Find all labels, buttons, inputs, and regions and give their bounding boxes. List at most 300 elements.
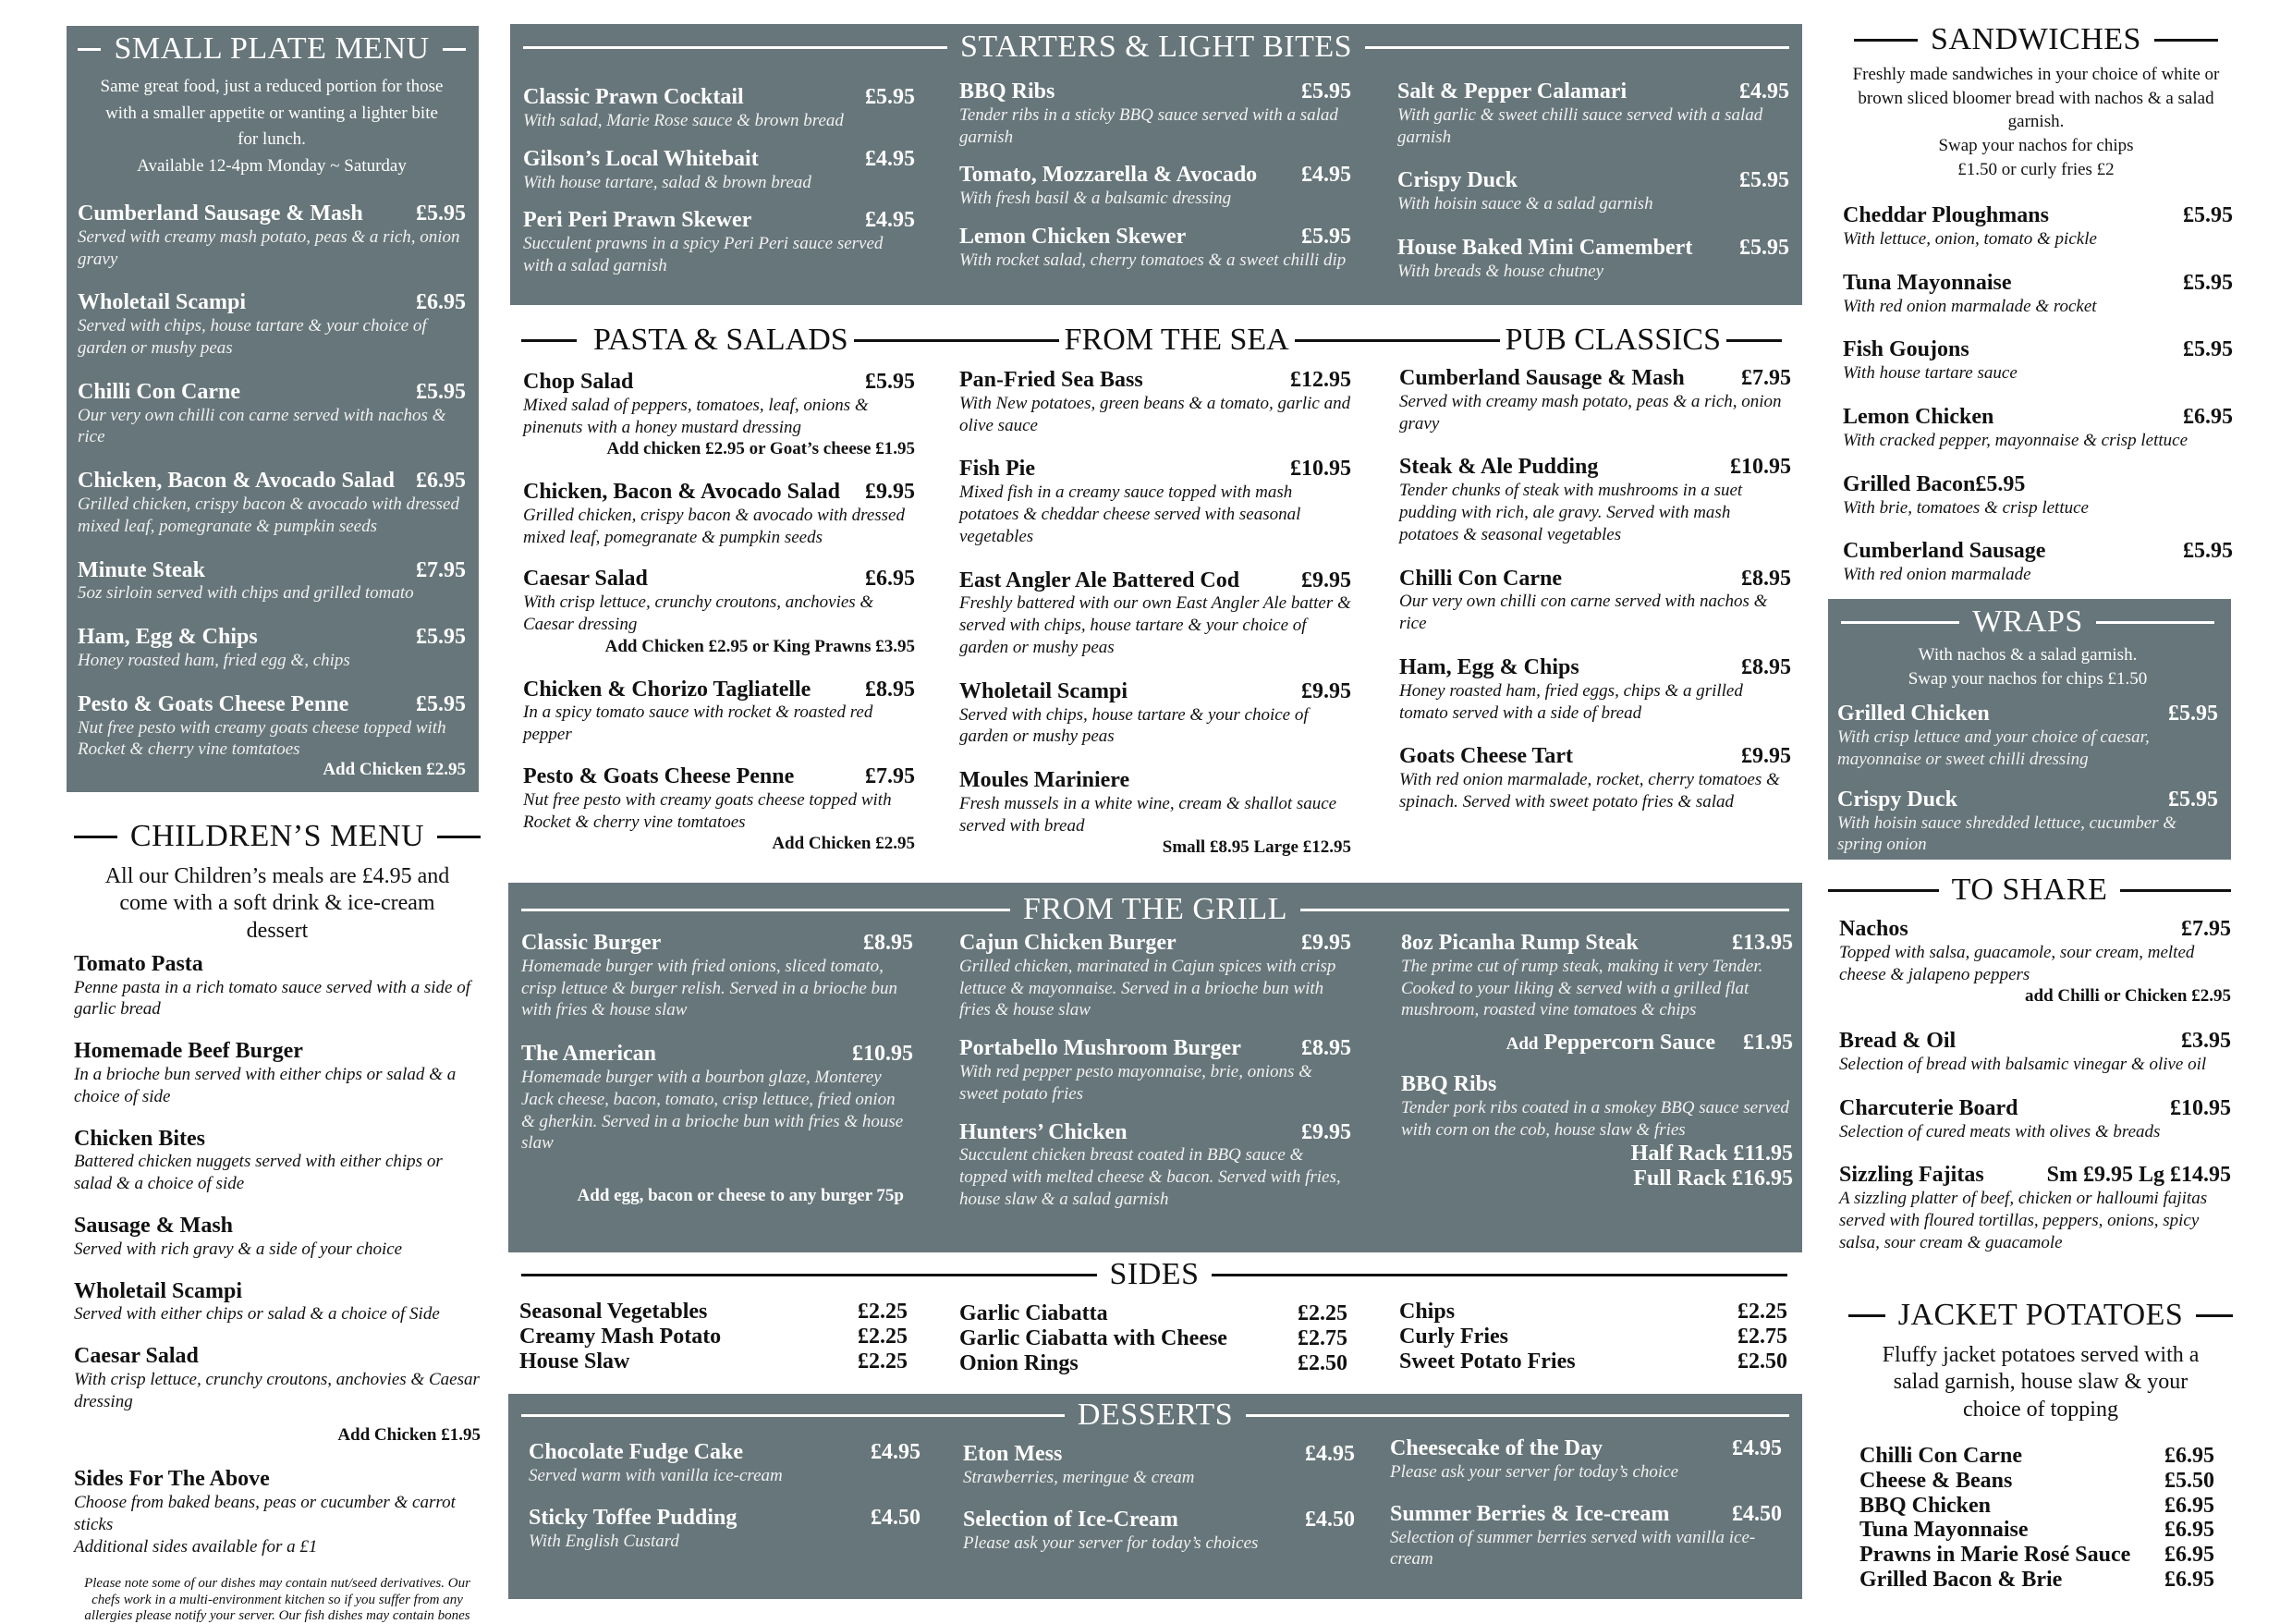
item-price: £2.75 bbox=[1298, 1325, 1347, 1350]
item-row bbox=[959, 931, 1351, 956]
item-row bbox=[1843, 539, 2233, 564]
item-description: Penne pasta in a rich tomato sauce served with a side of garlic bread bbox=[74, 977, 471, 1020]
menu-item bbox=[74, 952, 481, 1020]
item-name: Summer Berries & Ice-cream bbox=[1390, 1501, 1670, 1526]
item-price: £2.25 bbox=[1737, 1300, 1787, 1324]
item-name: Chocolate Fudge Cake bbox=[529, 1440, 743, 1464]
item-description: The prime cut of rump steak, making it very Tender. Cooked to your liking & served with a grilled flat mushroom, roasted vine tomatoes & chips bbox=[1401, 956, 1763, 1020]
grill-col-3 bbox=[1401, 931, 1793, 1192]
menu-item bbox=[959, 79, 1351, 148]
menu-item bbox=[1837, 702, 2218, 770]
item-row bbox=[1397, 79, 1789, 104]
item-description: With hoisin sauce & a salad garnish bbox=[1397, 194, 1653, 214]
item-name: Tomato, Mozzarella & Avocado bbox=[959, 163, 1258, 188]
item-price: £5.95 bbox=[1301, 225, 1351, 249]
children-sides-name: Sides For The Above bbox=[74, 1467, 270, 1492]
item-price: £5.95 bbox=[416, 379, 466, 404]
item-price: £5.95 bbox=[416, 625, 466, 650]
item-name: Wholetail Scampi bbox=[959, 678, 1128, 703]
item-description: Mixed salad of peppers, tomatoes, leaf, onions & pinenuts with a honey mustard dressing bbox=[523, 395, 869, 437]
children-title: CHILDREN’S MENU bbox=[74, 821, 481, 852]
pub-col bbox=[1399, 366, 1791, 813]
item-name: Onion Rings bbox=[959, 1350, 1079, 1375]
share-list bbox=[1828, 917, 2231, 1253]
item-name: Pan-Fried Sea Bass bbox=[959, 368, 1143, 392]
item-name: Lemon Chicken bbox=[1843, 405, 1994, 430]
item-price: £5.95 bbox=[865, 370, 915, 394]
price-row bbox=[1859, 1444, 2214, 1469]
item-price: £4.95 bbox=[1739, 79, 1789, 104]
item-description: With red onion marmalade & rocket bbox=[1843, 296, 2097, 316]
sides-col-2 bbox=[959, 1301, 1347, 1376]
item-row bbox=[1837, 702, 2218, 727]
item-row bbox=[529, 1440, 920, 1465]
pub-title: PUB CLASSICS bbox=[1505, 323, 1722, 357]
item-description: Freshly battered with our own East Angler Ale batter & served with chips, house tartare & your choice of garden or mushy peas bbox=[959, 593, 1351, 657]
item-description: With cracked pepper, mayonnaise & crisp lettuce bbox=[1843, 430, 2188, 450]
item-description: Served with either chips or salad & a choice of Side bbox=[74, 1304, 440, 1325]
wraps-list bbox=[1837, 702, 2218, 856]
menu-item bbox=[74, 1344, 481, 1412]
starters-col-2 bbox=[959, 79, 1351, 272]
item-price: £10.95 bbox=[1730, 455, 1791, 480]
item-row bbox=[963, 1442, 1355, 1467]
menu-item bbox=[959, 768, 1351, 860]
item-name: Wholetail Scampi bbox=[74, 1278, 243, 1303]
item-row bbox=[1390, 1502, 1782, 1527]
price-row bbox=[519, 1349, 908, 1374]
starters-title: STARTERS & LIGHT BITES bbox=[523, 31, 1789, 63]
wraps-title: WRAPS bbox=[1837, 606, 2218, 638]
item-description: With salad, Marie Rose sauce & brown bread bbox=[523, 110, 844, 130]
item-row bbox=[1839, 917, 2231, 942]
jacket-intro: Fluffy jacket potatoes served with a salad garnish, house slaw & your choice of topping bbox=[1882, 1343, 2200, 1422]
item-price: £4.95 bbox=[1305, 1442, 1355, 1466]
grill-col-2 bbox=[959, 931, 1351, 1211]
item-row bbox=[959, 568, 1351, 593]
menu-item bbox=[959, 1120, 1351, 1211]
item-description: With breads & house chutney bbox=[1397, 261, 1604, 281]
item-name: Crispy Duck bbox=[1837, 787, 1958, 812]
menu-item bbox=[1399, 567, 1791, 635]
desserts-panel bbox=[508, 1394, 1802, 1599]
price-row bbox=[519, 1325, 908, 1349]
children-sides bbox=[74, 1467, 481, 1557]
item-description: With crisp lettuce and your choice of caesar, mayonnaise or sweet chilli dressing bbox=[1837, 727, 2150, 769]
item-description: Selection of summer berries served with vanilla ice-cream bbox=[1390, 1527, 1756, 1569]
item-row bbox=[1843, 203, 2233, 228]
item-price: £6.95 bbox=[2164, 1443, 2214, 1468]
item-row bbox=[1843, 472, 2233, 497]
item-description: Tender ribs in a sticky BBQ sauce served with a salad garnish bbox=[959, 104, 1338, 147]
starters-col-3 bbox=[1397, 79, 1789, 283]
item-price: £6.95 bbox=[2164, 1568, 2214, 1593]
item-description: Served with chips, house tartare & your choice of garden or mushy peas bbox=[78, 316, 427, 358]
item-description: Grilled chicken, crispy bacon & avocado with dressed mixed leaf, pomegranate & pumpkin seeds bbox=[78, 495, 459, 536]
menu-item bbox=[521, 931, 913, 1021]
item-extra: add Chilli or Chicken £2.95 bbox=[2025, 986, 2231, 1007]
desserts-col-3 bbox=[1390, 1436, 1782, 1570]
item-row bbox=[959, 1036, 1351, 1061]
menu-item bbox=[78, 692, 466, 761]
item-description: Served with creamy mash potato, peas & a rich, onion gravy bbox=[78, 226, 460, 269]
small-plate-panel bbox=[67, 26, 479, 792]
item-description: Topped with salsa, guacamole, sour cream, melted cheese & jalapeno peppers bbox=[1839, 942, 2195, 984]
price-row bbox=[1859, 1494, 2214, 1519]
menu-item bbox=[959, 368, 1351, 436]
item-description: Selection of bread with balsamic vinegar & olive oil bbox=[1839, 1054, 2207, 1074]
sandwiches-title: SANDWICHES bbox=[1839, 24, 2233, 55]
grill-col-1 bbox=[521, 931, 913, 1206]
desserts-col-2 bbox=[963, 1442, 1355, 1554]
item-price: £4.95 bbox=[1301, 163, 1351, 188]
price-row bbox=[959, 1301, 1347, 1326]
item-row bbox=[521, 1042, 913, 1067]
item-price: £9.95 bbox=[1301, 931, 1351, 955]
children-sides-desc-extra: Additional sides available for a £1 bbox=[74, 1536, 318, 1557]
item-description: Served with chips, house tartare & your choice of garden or mushy peas bbox=[959, 704, 1309, 747]
sides-title: SIDES bbox=[510, 1259, 1802, 1290]
item-name: Crispy Duck bbox=[1397, 168, 1518, 193]
price-row bbox=[1399, 1300, 1787, 1325]
item-row bbox=[1399, 366, 1791, 391]
item-description: Battered chicken nuggets served with either chips or salad & a choice of side bbox=[74, 1152, 443, 1194]
item-row bbox=[78, 692, 466, 717]
item-price: £5.95 bbox=[2183, 337, 2233, 362]
item-row bbox=[959, 768, 1351, 793]
item-price: £4.95 bbox=[865, 146, 915, 171]
item-name: Cumberland Sausage bbox=[1843, 539, 2046, 564]
wraps-swap: Swap your nachos for chips £1.50 bbox=[1908, 668, 2148, 689]
menu-item bbox=[959, 679, 1351, 748]
item-description: Succulent prawns in a spicy Peri Peri sauce served with a salad garnish bbox=[523, 234, 884, 275]
item-name: Wholetail Scampi bbox=[78, 290, 247, 315]
grill-col-3-list bbox=[1401, 931, 1793, 1021]
item-name: Lemon Chicken Skewer bbox=[959, 225, 1187, 249]
item-name: Chicken, Bacon & Avocado Salad bbox=[78, 469, 395, 494]
menu-item bbox=[1390, 1502, 1782, 1570]
item-description: Served with rich gravy & a side of your choice bbox=[74, 1239, 403, 1259]
item-name: Tuna Mayonnaise bbox=[1859, 1518, 2029, 1543]
menu-item bbox=[523, 480, 915, 548]
item-name: Bread & Oil bbox=[1839, 1029, 1957, 1054]
item-row bbox=[1390, 1436, 1782, 1461]
grill-burger-extra: Add egg, bacon or cheese to any burger 75p bbox=[577, 1186, 904, 1205]
item-description: With crisp lettuce, crunchy croutons, anchovies & Caesar dressing bbox=[74, 1370, 480, 1411]
item-price: £5.95 bbox=[2168, 702, 2218, 727]
menu-item bbox=[78, 558, 466, 605]
grill-title: FROM THE GRILL bbox=[521, 894, 1789, 925]
menu-item bbox=[78, 625, 466, 672]
menu-item bbox=[963, 1442, 1355, 1489]
item-name: Chicken Bites bbox=[74, 1126, 206, 1151]
grill-ribs-half: Half Rack £11.95 bbox=[1630, 1141, 1793, 1166]
item-description: With New potatoes, green beans & a tomato, garlic and olive sauce bbox=[959, 393, 1351, 435]
item-name: Grilled Bacon & Brie bbox=[1859, 1568, 2063, 1593]
item-price: £8.95 bbox=[1741, 566, 1791, 591]
item-description: Honey roasted ham, fried egg &, chips bbox=[78, 651, 350, 670]
item-name: Sizzling Fajitas bbox=[1839, 1163, 1984, 1188]
menu-item bbox=[1839, 917, 2231, 1008]
item-extra: Small £8.95 Large £12.95 bbox=[1162, 837, 1351, 858]
item-price: £5.95 bbox=[2183, 270, 2233, 295]
item-name: Creamy Mash Potato bbox=[519, 1324, 722, 1349]
item-description: With fresh basil & a balsamic dressing bbox=[959, 189, 1232, 209]
menu-item bbox=[523, 678, 915, 746]
grill-peppercorn-add: Add bbox=[1506, 1034, 1539, 1055]
menu-item bbox=[78, 290, 466, 359]
item-description: Tender chunks of steak with mushrooms in a suet pudding with rich, ale gravy. Served with mash potatoes & seasonal vegetables bbox=[1399, 481, 1743, 544]
price-row bbox=[1859, 1568, 2214, 1593]
item-row bbox=[963, 1508, 1355, 1532]
item-name: Charcuterie Board bbox=[1839, 1095, 2018, 1120]
price-row bbox=[959, 1326, 1347, 1351]
menu-item bbox=[959, 568, 1351, 659]
item-row bbox=[1397, 236, 1789, 261]
item-name: BBQ Ribs bbox=[959, 79, 1055, 104]
item-row bbox=[529, 1506, 920, 1531]
item-row bbox=[74, 1039, 481, 1064]
price-row bbox=[1859, 1469, 2214, 1494]
small-plate-availability: Available 12-4pm Monday ~ Saturday bbox=[137, 155, 407, 176]
grill-col-1-list bbox=[521, 931, 913, 1154]
sea-col bbox=[959, 368, 1351, 860]
item-name: Tomato Pasta bbox=[74, 951, 203, 976]
item-price: £9.95 bbox=[1301, 568, 1351, 592]
children-panel bbox=[74, 819, 481, 1623]
item-row bbox=[1399, 655, 1791, 680]
item-name: Classic Burger bbox=[521, 931, 662, 955]
item-name: Cheese & Beans bbox=[1859, 1468, 2013, 1493]
item-description: Served with creamy mash potato, peas & a rich, onion gravy bbox=[1399, 391, 1782, 433]
item-name: Tuna Mayonnaise bbox=[1843, 270, 2012, 295]
item-description: Grilled chicken, marinated in Cajun spices with crisp lettuce & mayonnaise. Served in a brioche bun with fries & house slaw bbox=[959, 956, 1336, 1020]
small-plate-extra: Add Chicken £2.95 bbox=[323, 760, 466, 780]
item-row bbox=[959, 163, 1351, 188]
item-description: With house tartare sauce bbox=[1843, 363, 2018, 384]
sides-col-3 bbox=[1399, 1300, 1787, 1374]
item-extra: Add Chicken £2.95 bbox=[772, 834, 915, 854]
item-price: £7.95 bbox=[416, 557, 466, 582]
grill-peppercorn bbox=[1401, 1031, 1793, 1056]
item-row bbox=[74, 952, 481, 977]
item-name: Chicken & Chorizo Tagliatelle bbox=[523, 677, 811, 702]
menu-item bbox=[523, 147, 915, 194]
item-description: With red pepper pesto mayonnaise, brie, onions & sweet potato fries bbox=[959, 1062, 1312, 1104]
desserts-col-1 bbox=[529, 1440, 920, 1552]
item-description: Our very own chilli con carne served with nachos & rice bbox=[1399, 592, 1768, 634]
grill-panel bbox=[508, 883, 1802, 1252]
item-name: Sticky Toffee Pudding bbox=[529, 1505, 738, 1530]
item-price: £10.95 bbox=[852, 1042, 913, 1067]
share-panel bbox=[1828, 874, 2231, 1263]
item-name: Minute Steak bbox=[78, 557, 205, 582]
item-name: Seasonal Vegetables bbox=[519, 1300, 708, 1324]
menu-item bbox=[959, 1036, 1351, 1105]
item-row bbox=[521, 931, 913, 956]
item-row bbox=[523, 678, 915, 702]
item-price: £4.50 bbox=[1732, 1501, 1782, 1526]
menu-item bbox=[523, 85, 915, 132]
item-name: Chicken, Bacon & Avocado Salad bbox=[523, 480, 840, 505]
item-price: £5.95 bbox=[416, 691, 466, 716]
small-plate-list bbox=[78, 201, 466, 761]
item-row bbox=[523, 480, 915, 505]
menu-item bbox=[959, 931, 1351, 1021]
item-price: £2.25 bbox=[858, 1324, 908, 1349]
item-name: Cumberland Sausage & Mash bbox=[1399, 366, 1685, 390]
menu-item bbox=[1837, 788, 2218, 856]
menu-item bbox=[1401, 931, 1793, 1021]
item-row bbox=[78, 201, 466, 226]
menu-item bbox=[1839, 1163, 2231, 1253]
item-price: £6.95 bbox=[416, 290, 466, 315]
item-price: £7.95 bbox=[1741, 366, 1791, 390]
item-extra: Add Chicken £2.95 or King Prawns £3.95 bbox=[604, 636, 915, 656]
item-price: £10.95 bbox=[2170, 1095, 2231, 1120]
item-row bbox=[1837, 788, 2218, 812]
item-name: Cheddar Ploughmans bbox=[1843, 203, 2049, 228]
item-row bbox=[1843, 271, 2233, 296]
grill-peppercorn-price: £1.95 bbox=[1743, 1031, 1793, 1056]
item-description: Nut free pesto with creamy goats cheese topped with Rocket & cherry vine tomtatoes bbox=[523, 789, 892, 832]
item-description: Succulent chicken breast coated in BBQ sauce & topped with melted cheese & bacon. Served with fries, house slaw & a salad garnish bbox=[959, 1145, 1341, 1209]
sea-title: FROM THE SEA bbox=[1064, 323, 1289, 357]
small-plate-intro: Same great food, just a reduced portion for those with a smaller appetite or wanting a lighter bite for lunch. bbox=[100, 77, 444, 149]
item-price: £2.25 bbox=[1298, 1301, 1347, 1325]
item-row bbox=[74, 1127, 481, 1152]
item-name: Sausage & Mash bbox=[74, 1213, 234, 1238]
sides-panel bbox=[510, 1259, 1802, 1398]
item-description: Our very own chilli con carne served with nachos & rice bbox=[78, 405, 446, 447]
item-name: Chips bbox=[1399, 1300, 1456, 1324]
item-name: Garlic Ciabatta bbox=[959, 1301, 1108, 1325]
item-row bbox=[1839, 1163, 2231, 1188]
item-price: £8.95 bbox=[863, 931, 913, 955]
item-name: Cheesecake of the Day bbox=[1390, 1436, 1603, 1460]
item-price: £6.95 bbox=[865, 567, 915, 592]
item-price: £6.95 bbox=[2183, 405, 2233, 430]
menu-item bbox=[78, 380, 466, 448]
item-name: Moules Mariniere bbox=[959, 768, 1130, 792]
item-price: £6.95 bbox=[2164, 1493, 2214, 1518]
item-price: £6.95 bbox=[2164, 1518, 2214, 1543]
item-name: Fish Goujons bbox=[1843, 337, 1969, 362]
item-row bbox=[959, 679, 1351, 704]
item-price: £12.95 bbox=[1290, 368, 1351, 392]
sandwiches-list bbox=[1839, 203, 2233, 586]
item-description: Selection of cured meats with olives & breads bbox=[1839, 1121, 2161, 1142]
item-row bbox=[74, 1344, 481, 1369]
item-row bbox=[959, 225, 1351, 250]
item-name: Selection of Ice-Cream bbox=[963, 1507, 1178, 1532]
item-description: With English Custard bbox=[529, 1531, 679, 1551]
item-description: 5oz sirloin served with chips and grilled tomato bbox=[78, 583, 414, 604]
item-name: Grilled Chicken bbox=[1837, 702, 1990, 727]
menu-item bbox=[963, 1508, 1355, 1555]
item-description: Fresh mussels in a white wine, cream & shallot sauce served with bread bbox=[959, 793, 1337, 836]
item-name: Eton Mess bbox=[963, 1442, 1063, 1466]
jacket-title: JACKET POTATOES bbox=[1848, 1300, 2233, 1331]
item-name: Caesar Salad bbox=[523, 567, 648, 592]
item-description: In a spicy tomato sauce with rocket & roasted red pepper bbox=[523, 702, 873, 745]
item-description: Mixed fish in a creamy sauce topped with mash potatoes & cheddar cheese served with seasonal vegetables bbox=[959, 482, 1301, 546]
item-price: £6.95 bbox=[2164, 1543, 2214, 1568]
item-price: £5.95 bbox=[2183, 539, 2233, 564]
item-name: Pesto & Goats Cheese Penne bbox=[78, 691, 349, 716]
item-description: With brie, tomatoes & crisp lettuce bbox=[1843, 497, 2089, 518]
item-price: £13.95 bbox=[1732, 931, 1793, 955]
menu-item bbox=[78, 201, 466, 270]
menu-item bbox=[523, 764, 915, 856]
item-name: Garlic Ciabatta with Cheese bbox=[959, 1325, 1227, 1350]
item-name: Cumberland Sausage & Mash bbox=[78, 201, 363, 226]
item-price: Sm £9.95 Lg £14.95 bbox=[2046, 1163, 2231, 1188]
jacket-panel bbox=[1848, 1300, 2233, 1605]
wraps-intro: With nachos & a salad garnish. bbox=[1918, 645, 2138, 665]
item-price: £8.95 bbox=[1741, 654, 1791, 679]
grill-peppercorn-name: Peppercorn Sauce bbox=[1543, 1031, 1715, 1056]
item-description: Please ask your server for today’s choices bbox=[963, 1532, 1259, 1553]
price-row bbox=[1859, 1518, 2214, 1543]
item-description: Served warm with vanilla ice-cream bbox=[529, 1465, 783, 1485]
item-description: With crisp lettuce, crunchy croutons, anchovies & Caesar dressing bbox=[523, 592, 874, 635]
item-price: £5.95 bbox=[2168, 787, 2218, 812]
pasta-title: PASTA & SALADS bbox=[593, 323, 848, 357]
item-name: House Baked Mini Camembert bbox=[1397, 236, 1693, 260]
item-row bbox=[523, 147, 915, 172]
menu-item bbox=[74, 1039, 481, 1107]
item-name: Steak & Ale Pudding bbox=[1399, 455, 1599, 480]
item-name: Ham, Egg & Chips bbox=[1399, 654, 1579, 679]
item-row bbox=[78, 558, 466, 583]
menu-item bbox=[523, 208, 915, 276]
item-name: Gilson’s Local Whitebait bbox=[523, 146, 759, 171]
price-row bbox=[1399, 1349, 1787, 1374]
item-name: Salt & Pepper Calamari bbox=[1397, 79, 1628, 104]
item-name: Classic Prawn Cocktail bbox=[523, 85, 744, 109]
sandwiches-panel bbox=[1839, 24, 2233, 597]
item-price: £4.50 bbox=[1305, 1507, 1355, 1532]
starters-col-1 bbox=[523, 85, 915, 277]
children-list bbox=[74, 952, 481, 1413]
menu-item bbox=[74, 1214, 481, 1261]
item-description: With rocket salad, cherry tomatoes & a sweet chilli dip bbox=[959, 250, 1347, 270]
price-row bbox=[519, 1300, 908, 1325]
item-description: With hoisin sauce shredded lettuce, cucumber & spring onion bbox=[1837, 812, 2177, 855]
grill-ribs-name: BBQ Ribs bbox=[1401, 1072, 1497, 1097]
menu-item bbox=[1399, 655, 1791, 724]
children-caesar-extra: Add Chicken £1.95 bbox=[337, 1424, 481, 1445]
item-price: £5.95 bbox=[1739, 168, 1789, 193]
item-price: £3.95 bbox=[2181, 1029, 2231, 1054]
item-name: Hunters’ Chicken bbox=[959, 1119, 1128, 1144]
menu-item bbox=[1390, 1436, 1782, 1484]
item-row bbox=[959, 457, 1351, 482]
item-row bbox=[78, 625, 466, 650]
item-row bbox=[74, 1214, 481, 1239]
menu-item bbox=[1839, 1096, 2231, 1143]
item-row bbox=[523, 764, 915, 789]
sandwiches-intro: Freshly made sandwiches in your choice of white or brown sliced bloomer bread with nachos & a salad garnish. bbox=[1852, 65, 2220, 132]
menu-item bbox=[1843, 271, 2233, 318]
allergy-note: Please note some of our dishes may contain nut/seed derivatives. Our chefs work in a multi-environment kitchen so if you suffer from any allergies please notify your server. Our fish dishes may contain bones bbox=[84, 1576, 470, 1623]
item-name: The American bbox=[521, 1042, 656, 1067]
item-price: £2.25 bbox=[858, 1300, 908, 1324]
item-name: BBQ Chicken bbox=[1859, 1493, 1992, 1518]
item-row bbox=[1397, 168, 1789, 193]
item-price: £9.95 bbox=[1301, 1119, 1351, 1144]
